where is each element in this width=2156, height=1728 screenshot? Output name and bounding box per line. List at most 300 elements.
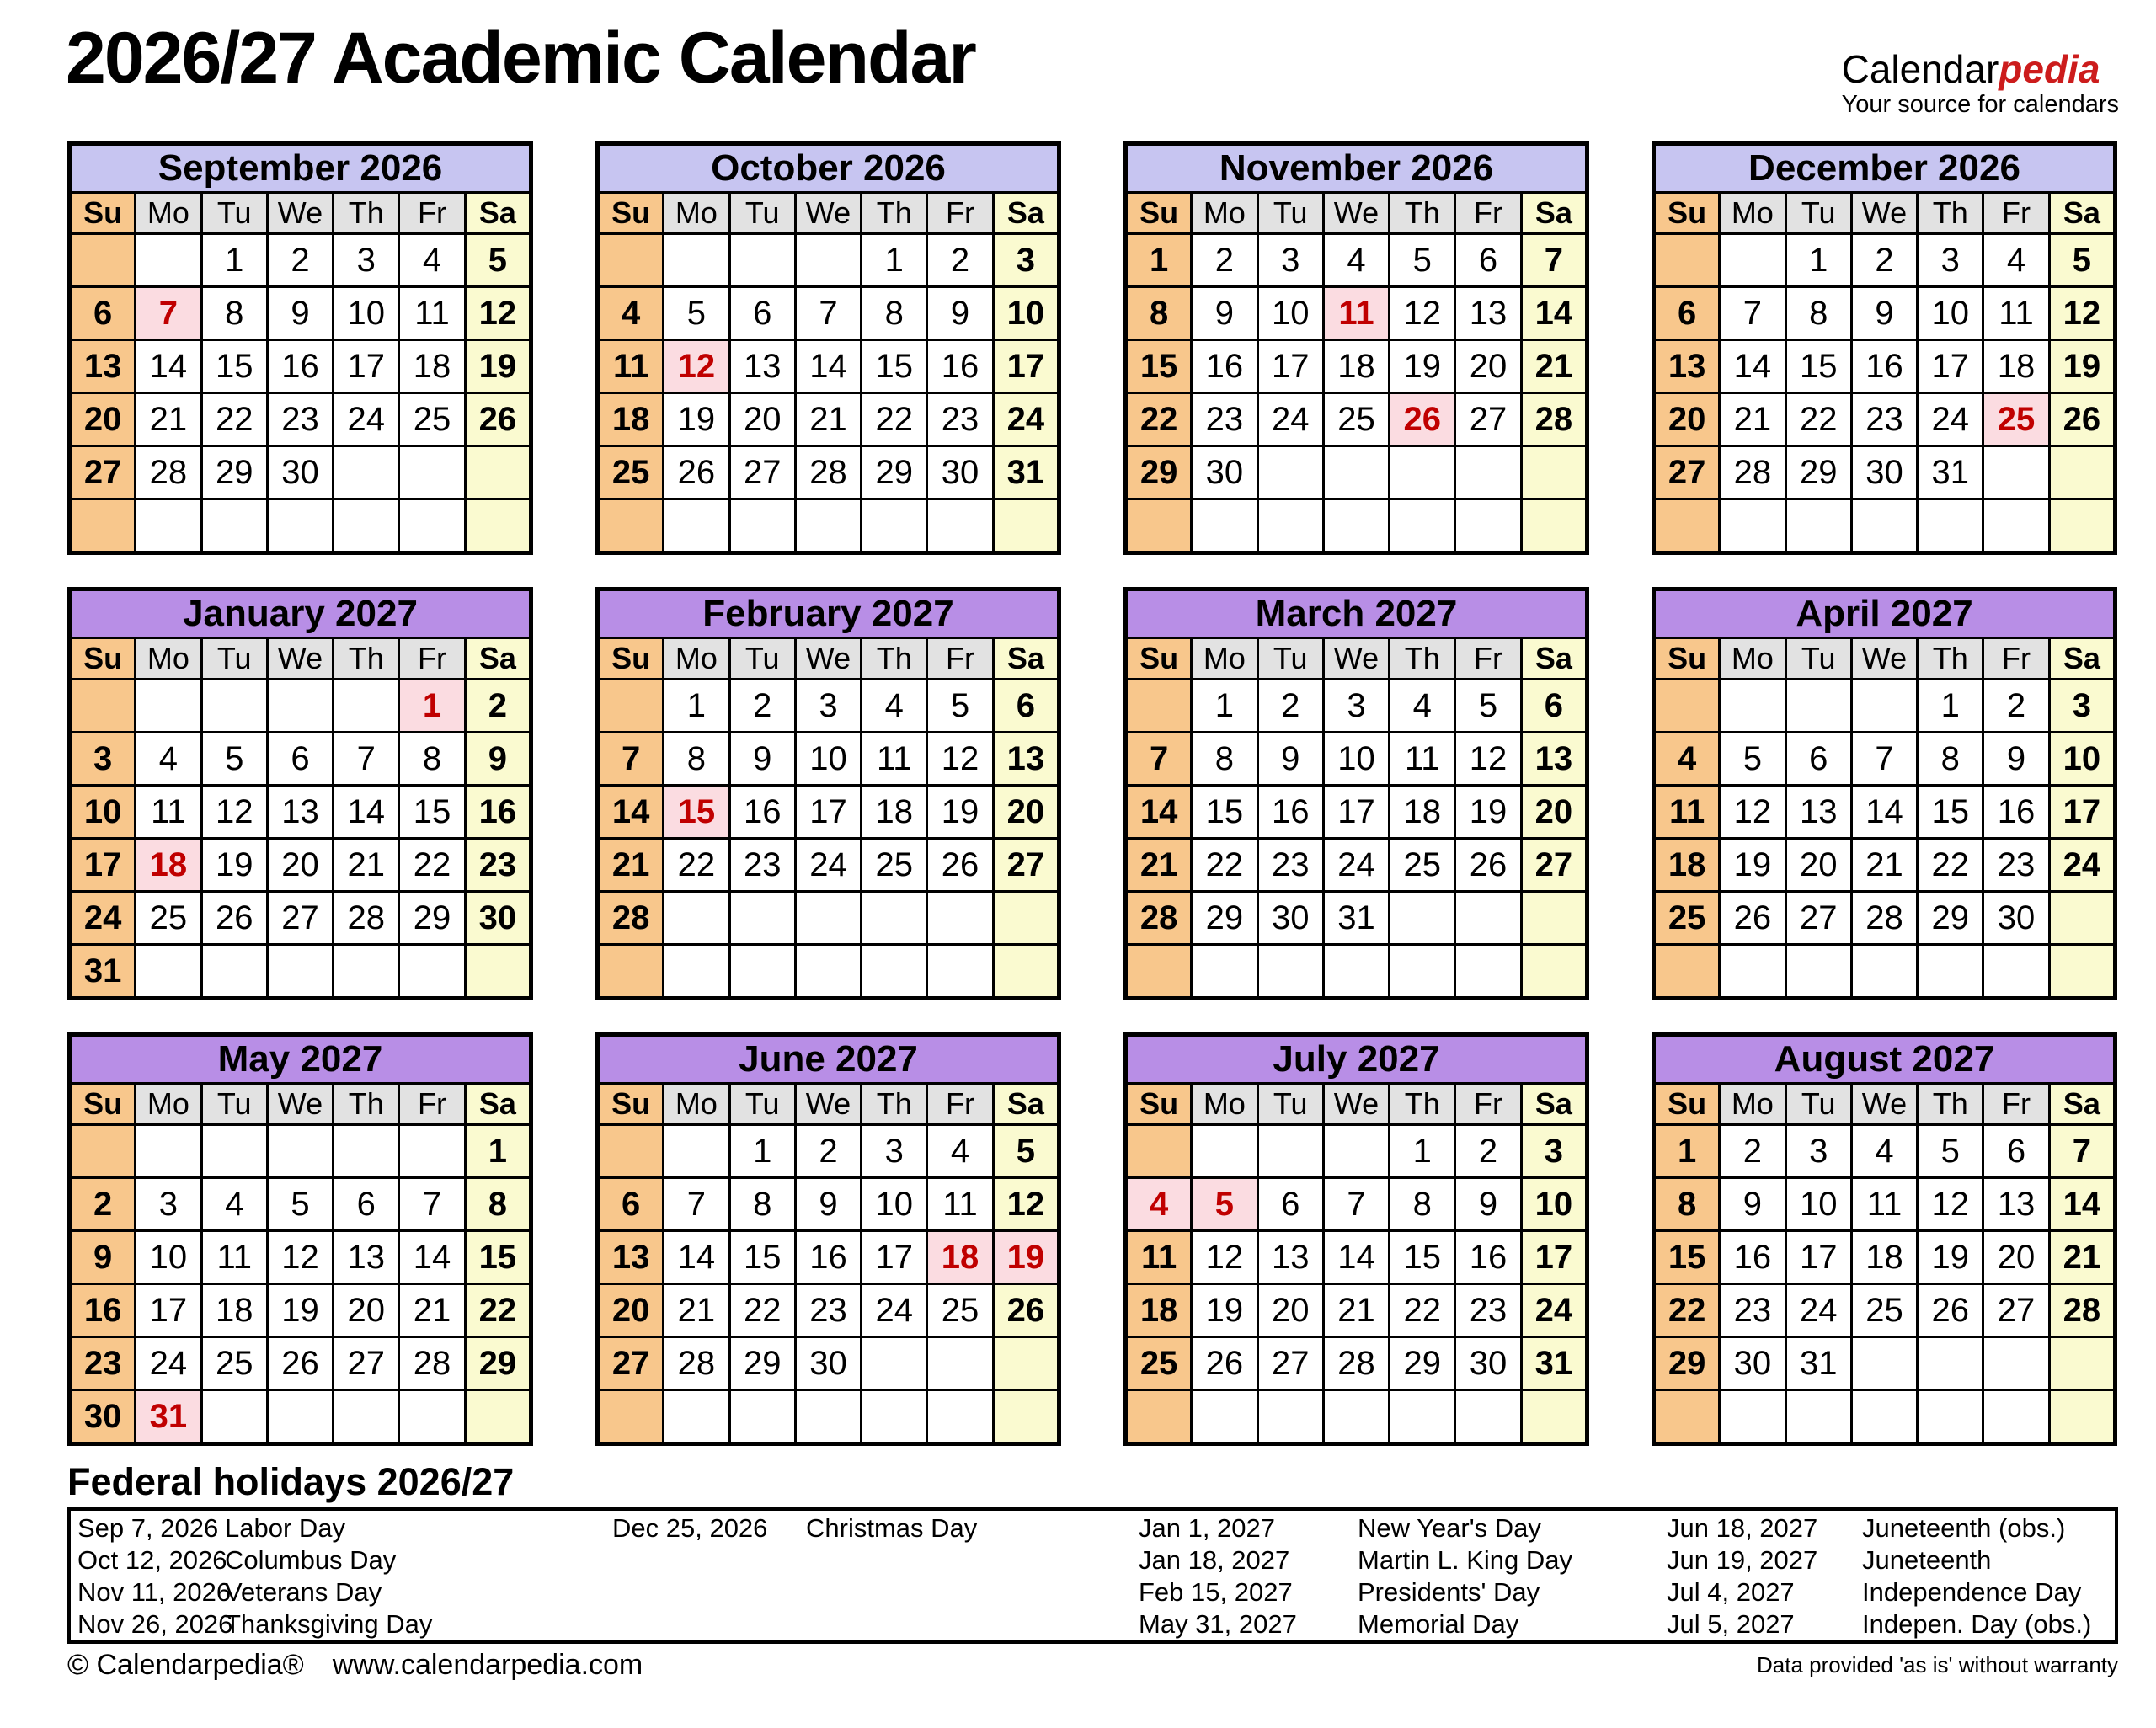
day-cell: 10 — [1521, 1178, 1587, 1231]
day-cell: 20 — [267, 839, 333, 892]
calendar-november-2026 — [1123, 141, 1589, 555]
day-cell: 13 — [1785, 786, 1851, 839]
day-cell: 11 — [927, 1178, 993, 1231]
day-header-tu: Tu — [1785, 193, 1851, 234]
day-cell: 24 — [862, 1284, 927, 1337]
day-cell: 6 — [1521, 680, 1587, 733]
day-cell: 7 — [664, 1178, 729, 1231]
empty-day-cell — [795, 1390, 861, 1444]
empty-day-cell — [862, 1390, 927, 1444]
day-cell: 15 — [862, 340, 927, 393]
day-cell: 30 — [1455, 1337, 1521, 1390]
day-cell: 24 — [2049, 839, 2115, 892]
day-header-we: We — [1851, 638, 1917, 680]
empty-day-cell — [1983, 446, 2049, 499]
day-cell: 23 — [70, 1337, 136, 1390]
day-header-fr: Fr — [1983, 1084, 2049, 1125]
footer-disclaimer: Data provided 'as is' without warranty — [1756, 1652, 2118, 1677]
empty-day-cell — [1323, 446, 1389, 499]
day-cell: 13 — [1983, 1178, 2049, 1231]
day-cell: 4 — [1390, 680, 1455, 733]
empty-day-cell — [927, 499, 993, 553]
day-cell: 16 — [70, 1284, 136, 1337]
empty-day-cell — [334, 1125, 399, 1178]
day-cell: 22 — [1126, 393, 1192, 446]
day-cell: 4 — [399, 234, 465, 287]
empty-day-cell — [1390, 446, 1455, 499]
empty-day-cell — [664, 234, 729, 287]
day-cell: 28 — [2049, 1284, 2115, 1337]
day-cell: 27 — [1654, 446, 1720, 499]
website-link[interactable]: www.calendarpedia.com — [332, 1649, 643, 1681]
empty-day-cell — [2049, 945, 2115, 999]
day-cell: 13 — [1455, 287, 1521, 340]
empty-day-cell — [1983, 499, 2049, 553]
day-cell: 16 — [1192, 340, 1257, 393]
day-cell: 29 — [1390, 1337, 1455, 1390]
day-header-tu: Tu — [201, 1084, 267, 1125]
day-header-sa: Sa — [1521, 1084, 1587, 1125]
day-header-we: We — [1851, 193, 1917, 234]
empty-day-cell — [1192, 945, 1257, 999]
day-cell: 9 — [1257, 733, 1323, 786]
holiday-name: Labor Day — [225, 1513, 346, 1543]
day-header-sa: Sa — [993, 193, 1059, 234]
empty-day-cell — [399, 1390, 465, 1444]
calendar-january-2027 — [67, 587, 533, 1000]
holiday-name: Martin L. King Day — [1358, 1545, 1572, 1575]
day-cell: 10 — [136, 1231, 201, 1284]
empty-day-cell — [598, 680, 664, 733]
day-header-mo: Mo — [136, 193, 201, 234]
day-cell: 2 — [927, 234, 993, 287]
day-header-sa: Sa — [465, 1084, 531, 1125]
day-cell: 11 — [1654, 786, 1720, 839]
day-cell: 29 — [1654, 1337, 1720, 1390]
holiday-day-cell: 12 — [664, 340, 729, 393]
day-header-we: We — [267, 638, 333, 680]
calendar-september-2026 — [67, 141, 533, 555]
day-cell: 15 — [1785, 340, 1851, 393]
day-cell: 21 — [1323, 1284, 1389, 1337]
holiday-name: Juneteenth (obs.) — [1862, 1513, 2066, 1543]
day-cell: 22 — [201, 393, 267, 446]
day-cell: 9 — [465, 733, 531, 786]
day-cell: 11 — [862, 733, 927, 786]
day-cell: 5 — [1720, 733, 1785, 786]
day-cell: 29 — [465, 1337, 531, 1390]
holiday-day-cell: 18 — [927, 1231, 993, 1284]
day-header-fr: Fr — [1455, 1084, 1521, 1125]
day-header-su: Su — [1126, 193, 1192, 234]
day-cell: 13 — [1257, 1231, 1323, 1284]
empty-day-cell — [267, 945, 333, 999]
day-cell: 14 — [1720, 340, 1785, 393]
empty-day-cell — [201, 499, 267, 553]
empty-day-cell — [862, 1337, 927, 1390]
day-cell: 15 — [729, 1231, 795, 1284]
day-header-tu: Tu — [1257, 193, 1323, 234]
holiday-date: Jun 18, 2027 — [1667, 1513, 1818, 1543]
empty-day-cell — [862, 945, 927, 999]
day-cell: 28 — [1521, 393, 1587, 446]
day-cell: 23 — [267, 393, 333, 446]
day-cell: 28 — [1126, 892, 1192, 945]
day-header-fr: Fr — [927, 193, 993, 234]
holiday-date: Sep 7, 2026 — [77, 1513, 219, 1543]
day-cell: 12 — [1720, 786, 1785, 839]
day-cell: 14 — [1521, 287, 1587, 340]
day-cell: 6 — [334, 1178, 399, 1231]
day-cell: 26 — [1918, 1284, 1983, 1337]
empty-day-cell — [334, 680, 399, 733]
holiday-day-cell: 19 — [993, 1231, 1059, 1284]
empty-day-cell — [2049, 1390, 2115, 1444]
day-cell: 23 — [1192, 393, 1257, 446]
day-cell: 5 — [1390, 234, 1455, 287]
empty-day-cell — [664, 1125, 729, 1178]
day-cell: 3 — [1257, 234, 1323, 287]
day-cell: 15 — [1390, 1231, 1455, 1284]
day-header-sa: Sa — [993, 638, 1059, 680]
empty-day-cell — [1918, 945, 1983, 999]
day-cell: 19 — [1455, 786, 1521, 839]
day-cell: 17 — [2049, 786, 2115, 839]
empty-day-cell — [465, 499, 531, 553]
day-cell: 21 — [795, 393, 861, 446]
empty-day-cell — [1785, 680, 1851, 733]
empty-day-cell — [1192, 1125, 1257, 1178]
day-cell: 17 — [1785, 1231, 1851, 1284]
empty-day-cell — [1654, 680, 1720, 733]
day-header-we: We — [1323, 1084, 1389, 1125]
empty-day-cell — [1455, 1390, 1521, 1444]
day-cell: 21 — [1521, 340, 1587, 393]
calendar-february-2027 — [595, 587, 1061, 1000]
day-header-fr: Fr — [927, 638, 993, 680]
day-cell: 5 — [201, 733, 267, 786]
calendar-june-2027 — [595, 1032, 1061, 1446]
day-cell: 2 — [267, 234, 333, 287]
empty-day-cell — [334, 945, 399, 999]
day-cell: 16 — [1983, 786, 2049, 839]
day-cell: 17 — [1323, 786, 1389, 839]
calendar-october-2026 — [595, 141, 1061, 555]
day-cell: 4 — [1983, 234, 2049, 287]
day-cell: 11 — [1851, 1178, 1917, 1231]
empty-day-cell — [1192, 499, 1257, 553]
day-cell: 11 — [598, 340, 664, 393]
day-cell: 12 — [993, 1178, 1059, 1231]
day-cell: 5 — [1455, 680, 1521, 733]
empty-day-cell — [136, 680, 201, 733]
day-cell: 18 — [862, 786, 927, 839]
day-header-tu: Tu — [1785, 1084, 1851, 1125]
day-cell: 12 — [2049, 287, 2115, 340]
day-cell: 7 — [399, 1178, 465, 1231]
empty-day-cell — [1521, 446, 1587, 499]
calendar-grid — [67, 141, 2117, 1446]
empty-day-cell — [1851, 1390, 1917, 1444]
day-cell: 6 — [1983, 1125, 2049, 1178]
day-header-we: We — [267, 193, 333, 234]
empty-day-cell — [201, 680, 267, 733]
day-cell: 5 — [664, 287, 729, 340]
empty-day-cell — [598, 1125, 664, 1178]
day-cell: 6 — [993, 680, 1059, 733]
day-header-fr: Fr — [1455, 638, 1521, 680]
day-cell: 27 — [267, 892, 333, 945]
day-cell: 15 — [1654, 1231, 1720, 1284]
day-cell: 7 — [1521, 234, 1587, 287]
day-cell: 19 — [201, 839, 267, 892]
empty-day-cell — [1521, 499, 1587, 553]
day-cell: 20 — [1455, 340, 1521, 393]
month-title: September 2026 — [70, 144, 531, 193]
empty-day-cell — [399, 499, 465, 553]
empty-day-cell — [1455, 892, 1521, 945]
day-cell: 2 — [729, 680, 795, 733]
day-cell: 18 — [399, 340, 465, 393]
day-cell: 4 — [1323, 234, 1389, 287]
day-cell: 2 — [1851, 234, 1917, 287]
day-cell: 28 — [334, 892, 399, 945]
day-header-sa: Sa — [465, 638, 531, 680]
day-cell: 23 — [1983, 839, 2049, 892]
day-header-fr: Fr — [927, 1084, 993, 1125]
day-header-sa: Sa — [1521, 638, 1587, 680]
day-cell: 24 — [795, 839, 861, 892]
day-cell: 17 — [993, 340, 1059, 393]
empty-day-cell — [598, 945, 664, 999]
empty-day-cell — [664, 892, 729, 945]
empty-day-cell — [2049, 1337, 2115, 1390]
empty-day-cell — [993, 1337, 1059, 1390]
empty-day-cell — [1654, 234, 1720, 287]
empty-day-cell — [1390, 945, 1455, 999]
month-title: January 2027 — [70, 589, 531, 638]
day-header-su: Su — [598, 638, 664, 680]
day-cell: 23 — [1257, 839, 1323, 892]
holiday-day-cell: 4 — [1126, 1178, 1192, 1231]
day-cell: 21 — [664, 1284, 729, 1337]
day-cell: 16 — [729, 786, 795, 839]
month-title: October 2026 — [598, 144, 1059, 193]
holiday-day-cell: 15 — [664, 786, 729, 839]
holiday-day-cell: 25 — [1983, 393, 2049, 446]
empty-day-cell — [993, 945, 1059, 999]
day-header-tu: Tu — [1785, 638, 1851, 680]
empty-day-cell — [1455, 945, 1521, 999]
day-cell: 8 — [201, 287, 267, 340]
day-cell: 4 — [598, 287, 664, 340]
empty-day-cell — [465, 1390, 531, 1444]
holiday-date: Nov 11, 2026 — [77, 1577, 232, 1607]
empty-day-cell — [1983, 1390, 2049, 1444]
empty-day-cell — [334, 446, 399, 499]
empty-day-cell — [1851, 680, 1917, 733]
empty-day-cell — [1126, 1390, 1192, 1444]
month-title: April 2027 — [1654, 589, 2116, 638]
day-cell: 15 — [1126, 340, 1192, 393]
empty-day-cell — [1720, 680, 1785, 733]
empty-day-cell — [1720, 499, 1785, 553]
day-header-fr: Fr — [399, 193, 465, 234]
day-cell: 18 — [1983, 340, 2049, 393]
holiday-day-cell: 31 — [136, 1390, 201, 1444]
day-cell: 3 — [993, 234, 1059, 287]
empty-day-cell — [993, 499, 1059, 553]
day-cell: 3 — [1918, 234, 1983, 287]
empty-day-cell — [664, 1390, 729, 1444]
empty-day-cell — [795, 499, 861, 553]
day-cell: 30 — [1851, 446, 1917, 499]
empty-day-cell — [1257, 1390, 1323, 1444]
empty-day-cell — [927, 892, 993, 945]
day-cell: 21 — [2049, 1231, 2115, 1284]
day-cell: 4 — [201, 1178, 267, 1231]
day-cell: 6 — [70, 287, 136, 340]
day-cell: 14 — [1851, 786, 1917, 839]
day-header-th: Th — [334, 1084, 399, 1125]
day-cell: 4 — [1851, 1125, 1917, 1178]
empty-day-cell — [201, 945, 267, 999]
empty-day-cell — [399, 945, 465, 999]
holiday-date: Jul 5, 2027 — [1667, 1609, 1795, 1639]
day-cell: 6 — [267, 733, 333, 786]
empty-day-cell — [729, 1390, 795, 1444]
day-cell: 23 — [1720, 1284, 1785, 1337]
day-cell: 5 — [927, 680, 993, 733]
holiday-date: Jan 18, 2027 — [1139, 1545, 1290, 1575]
day-header-th: Th — [1390, 1084, 1455, 1125]
day-cell: 4 — [1654, 733, 1720, 786]
day-cell: 22 — [664, 839, 729, 892]
day-header-sa: Sa — [993, 1084, 1059, 1125]
empty-day-cell — [2049, 499, 2115, 553]
day-cell: 17 — [1918, 340, 1983, 393]
empty-day-cell — [267, 499, 333, 553]
empty-day-cell — [334, 499, 399, 553]
day-header-mo: Mo — [1192, 193, 1257, 234]
day-header-th: Th — [1390, 638, 1455, 680]
day-cell: 16 — [795, 1231, 861, 1284]
day-cell: 9 — [795, 1178, 861, 1231]
day-cell: 25 — [927, 1284, 993, 1337]
day-cell: 24 — [1785, 1284, 1851, 1337]
day-cell: 30 — [1720, 1337, 1785, 1390]
day-cell: 10 — [993, 287, 1059, 340]
empty-day-cell — [267, 1125, 333, 1178]
empty-day-cell — [136, 1125, 201, 1178]
holiday-date: Nov 26, 2026 — [77, 1609, 233, 1639]
empty-day-cell — [1720, 1390, 1785, 1444]
day-cell: 15 — [399, 786, 465, 839]
day-header-mo: Mo — [1720, 1084, 1785, 1125]
day-header-fr: Fr — [1455, 193, 1521, 234]
day-cell: 14 — [1126, 786, 1192, 839]
calendar-august-2027 — [1652, 1032, 2117, 1446]
day-cell: 7 — [795, 287, 861, 340]
empty-day-cell — [1785, 499, 1851, 553]
day-header-we: We — [1323, 193, 1389, 234]
day-header-we: We — [795, 193, 861, 234]
day-cell: 16 — [267, 340, 333, 393]
empty-day-cell — [1654, 499, 1720, 553]
day-header-su: Su — [70, 1084, 136, 1125]
day-header-fr: Fr — [399, 638, 465, 680]
empty-day-cell — [1192, 1390, 1257, 1444]
day-header-su: Su — [70, 193, 136, 234]
day-cell: 27 — [993, 839, 1059, 892]
day-header-th: Th — [1918, 1084, 1983, 1125]
day-cell: 3 — [862, 1125, 927, 1178]
day-cell: 14 — [399, 1231, 465, 1284]
day-cell: 3 — [70, 733, 136, 786]
month-title: May 2027 — [70, 1035, 531, 1084]
day-cell: 26 — [1720, 892, 1785, 945]
empty-day-cell — [1983, 1337, 2049, 1390]
day-cell: 21 — [399, 1284, 465, 1337]
day-cell: 5 — [1918, 1125, 1983, 1178]
day-cell: 30 — [465, 892, 531, 945]
day-cell: 5 — [465, 234, 531, 287]
day-cell: 26 — [267, 1337, 333, 1390]
day-cell: 15 — [465, 1231, 531, 1284]
day-cell: 9 — [1983, 733, 2049, 786]
day-cell: 18 — [1323, 340, 1389, 393]
empty-day-cell — [664, 499, 729, 553]
day-cell: 24 — [1257, 393, 1323, 446]
empty-day-cell — [465, 945, 531, 999]
logo-tagline: Your source for calendars — [1841, 91, 2119, 119]
day-header-su: Su — [1654, 638, 1720, 680]
day-cell: 8 — [465, 1178, 531, 1231]
day-cell: 22 — [399, 839, 465, 892]
day-header-mo: Mo — [1192, 1084, 1257, 1125]
empty-day-cell — [1257, 945, 1323, 999]
logo-brand — [1842, 49, 2119, 89]
day-cell: 23 — [729, 839, 795, 892]
day-cell: 1 — [465, 1125, 531, 1178]
day-cell: 26 — [1192, 1337, 1257, 1390]
day-cell: 27 — [334, 1337, 399, 1390]
day-cell: 10 — [2049, 733, 2115, 786]
federal-holidays-title: Federal holidays 2026/27 — [67, 1460, 515, 1503]
day-cell: 27 — [1521, 839, 1587, 892]
empty-day-cell — [1720, 945, 1785, 999]
day-cell: 1 — [1785, 234, 1851, 287]
day-header-mo: Mo — [1720, 193, 1785, 234]
day-cell: 8 — [1785, 287, 1851, 340]
day-cell: 12 — [1918, 1178, 1983, 1231]
holiday-name: Veterans Day — [225, 1577, 382, 1607]
day-cell: 28 — [399, 1337, 465, 1390]
day-cell: 25 — [399, 393, 465, 446]
day-cell: 31 — [1918, 446, 1983, 499]
day-cell: 27 — [1257, 1337, 1323, 1390]
day-cell: 22 — [465, 1284, 531, 1337]
day-cell: 10 — [70, 786, 136, 839]
day-cell: 18 — [1654, 839, 1720, 892]
empty-day-cell — [1785, 1390, 1851, 1444]
day-cell: 28 — [1851, 892, 1917, 945]
empty-day-cell — [795, 945, 861, 999]
day-header-tu: Tu — [729, 638, 795, 680]
day-cell: 2 — [465, 680, 531, 733]
day-header-su: Su — [1126, 638, 1192, 680]
day-cell: 4 — [927, 1125, 993, 1178]
